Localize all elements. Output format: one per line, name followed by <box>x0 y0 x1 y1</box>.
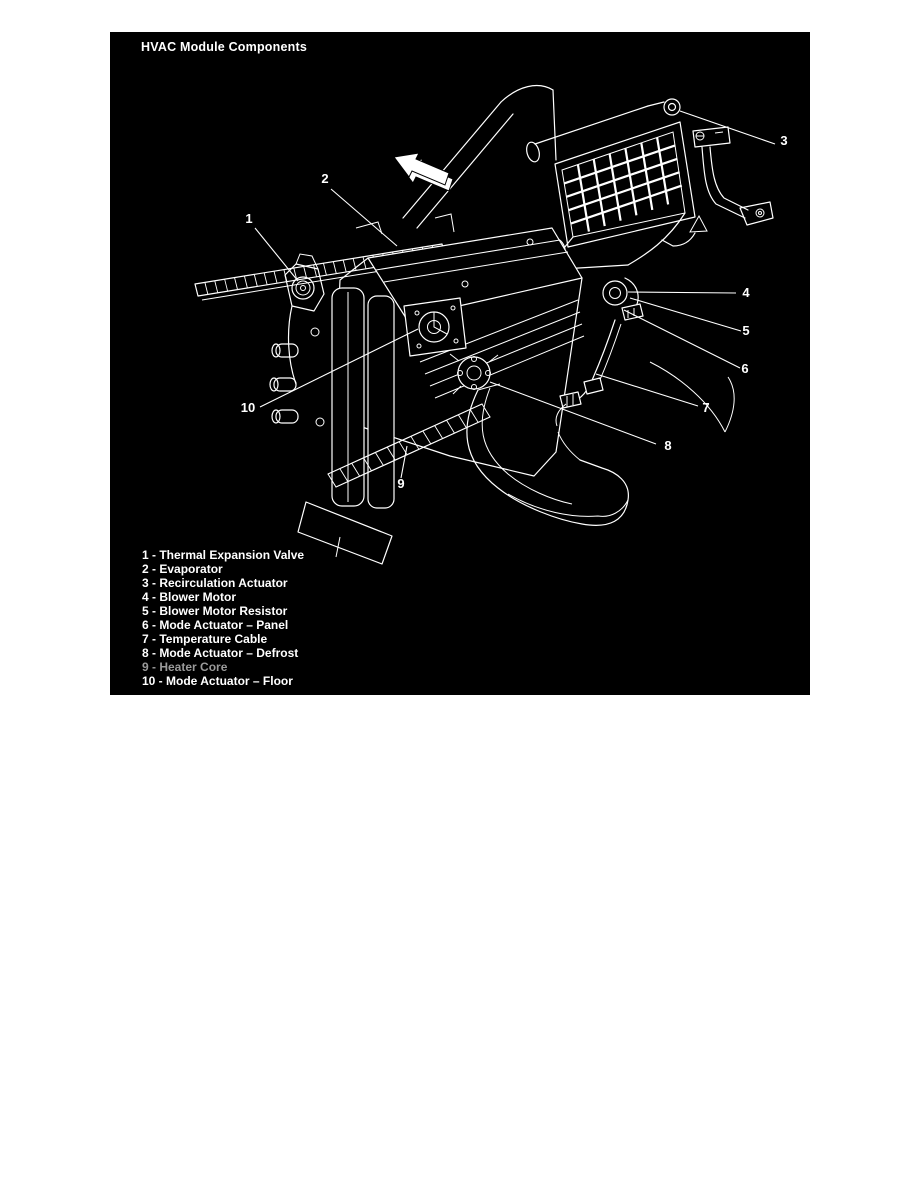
callout-number-2: 2 <box>321 171 329 186</box>
leader-line-9 <box>401 446 407 478</box>
leader-line-5 <box>630 298 741 331</box>
leader-line-2 <box>331 189 397 246</box>
rib-line <box>411 436 419 449</box>
legend-item-10: 10 - Mode Actuator – Floor <box>142 674 293 688</box>
legend-item-9: 9 - Heater Core <box>142 660 228 674</box>
callout-number-4: 4 <box>742 285 750 300</box>
legend-item-8: 8 - Mode Actuator – Defrost <box>142 646 299 660</box>
rib-line <box>423 431 431 444</box>
leader-line-8 <box>490 382 656 444</box>
legend-item-6: 6 - Mode Actuator – Panel <box>142 618 289 632</box>
rib-line <box>446 420 454 433</box>
leader-line-7 <box>596 374 698 406</box>
heater-pipes <box>270 344 298 423</box>
rib-line <box>470 409 478 422</box>
case-front-frame <box>298 288 394 564</box>
mode-actuator-defrost <box>450 354 498 394</box>
mode-actuator-floor <box>404 298 466 356</box>
blower-motor <box>603 278 643 320</box>
rib-line <box>458 415 466 428</box>
legend <box>142 548 304 688</box>
callout-number-6: 6 <box>741 361 749 376</box>
legend-item-7: 7 - Temperature Cable <box>142 632 268 646</box>
legend-item-4: 4 - Blower Motor <box>142 590 237 604</box>
callout-layer <box>241 111 788 491</box>
figure-title: HVAC Module Components <box>141 40 307 54</box>
callout-number-1: 1 <box>245 211 253 226</box>
callout-number-10: 10 <box>240 400 256 415</box>
callout-number-8: 8 <box>664 438 672 453</box>
floor-duct <box>467 384 628 525</box>
callout-number-9: 9 <box>397 476 405 491</box>
callout-number-7: 7 <box>702 400 710 415</box>
rib-line <box>435 426 443 439</box>
callout-number-5: 5 <box>742 323 750 338</box>
figure-panel <box>110 32 810 695</box>
direction-arrow <box>394 153 453 191</box>
leader-line-4 <box>628 292 736 293</box>
legend-item-5: 5 - Blower Motor Resistor <box>142 604 288 618</box>
legend-item-3: 3 - Recirculation Actuator <box>142 576 288 590</box>
callout-number-3: 3 <box>780 133 788 148</box>
recirculation-actuator-boss <box>664 99 680 115</box>
legend-item-1: 1 - Thermal Expansion Valve <box>142 548 305 562</box>
recirculation-grille <box>546 122 695 270</box>
legend-item-2: 2 - Evaporator <box>142 562 223 576</box>
leader-line-6 <box>624 310 740 368</box>
